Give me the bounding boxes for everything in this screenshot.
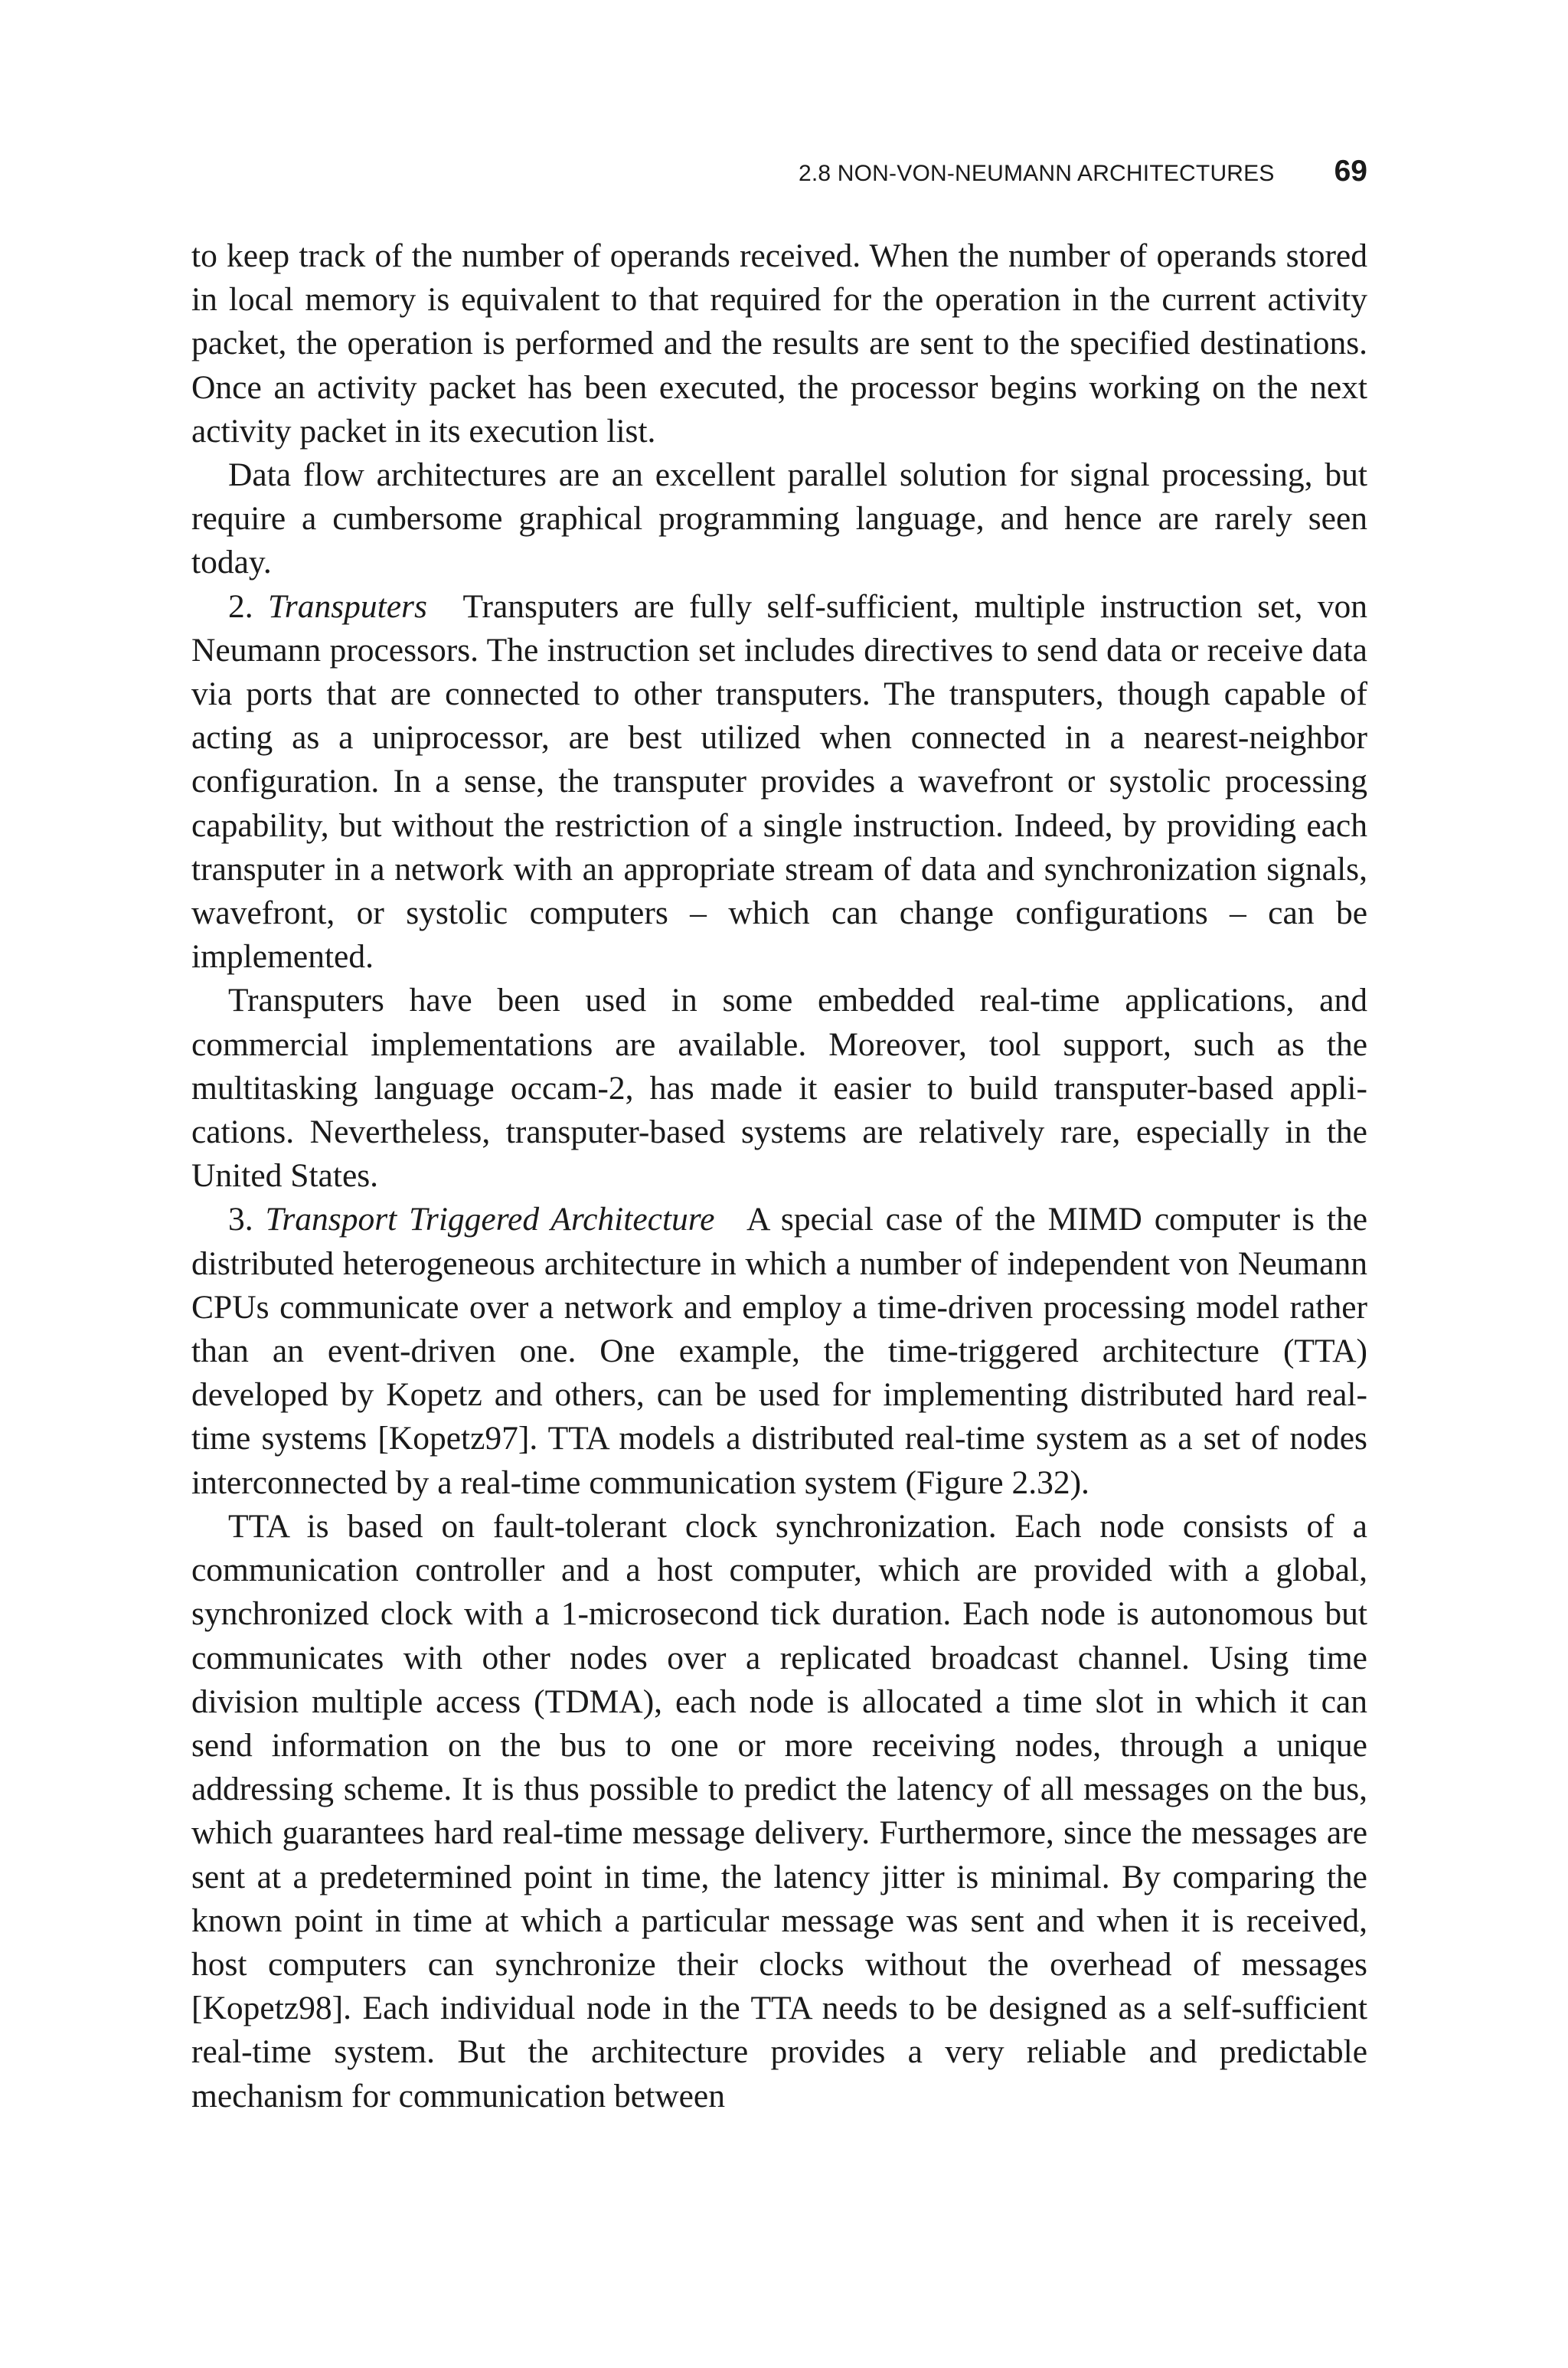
transputers-number: 2.	[228, 587, 253, 625]
section-title: 2.8 NON-VON-NEUMANN ARCHITECTURES	[798, 161, 1275, 186]
tta-heading: Transport Triggered Architecture	[265, 1201, 715, 1238]
transputers-heading: Transputers	[267, 587, 427, 625]
tta-text: A special case of the MIMD computer is the distributed heterogeneous architecture in which a number of independent von Neumann CPUs communicate over a network and employ a time-driven processing model rather than an event-driven one. One example, the time-triggered architecture (TTA) developed by Kopetz and others, can be used for implementing distributed hard real-time systems [Kopetz97]. TTA models a distributed real-time system as a set of nodes interconnected by a real-time communication system (Figure 2.32).	[191, 1201, 1368, 1501]
page-number: 69	[1334, 155, 1367, 188]
paragraph-transputer-use: Transputers have been used in some embedded real-time applications, and commercial implementations are available. Moreover, tool support, such as the multitasking language occam-2, has made it easier to build transputer-based applications. Nevertheless, transputer-based systems are relatively rare, especially in the United States.	[191, 982, 1367, 1195]
paragraph-activity-packet: to keep track of the number of operands received. When the number of operands stored in local memory is equivalent to that required for the operation in the current activity packet, the operation is performed and the results are sent to the specified destinations. Once an activity packet has been executed, the processor begins working on the next activity packet in its execution list.	[191, 237, 1367, 450]
paragraph-transputers	[191, 585, 1367, 980]
paragraph-data-flow: Data flow architectures are an excellent parallel solution for signal processing, but require a cumbersome graphical programming language, and hence are rarely seen today.	[191, 456, 1367, 581]
tta-number: 3.	[228, 1201, 253, 1238]
running-head	[191, 155, 1367, 193]
transputers-text: Transputers are fully self-sufficient, multiple instruction set, von Neumann processors. The instruction set includes directives to send data or receive data via ports that are connected to other transputers. The transputers, though capable of acting as a uniprocessor, are best utilized when connected in a nearest-neighbor configuration. In a sense, the transputer provides a wavefront or systolic processing capability, but without the restriction of a single instruction. Indeed, by providing each transputer in a network with an appropriate stream of data and synchronization signals, wavefront, or systolic computers – which can change configurations – can be implemented.	[191, 587, 1368, 976]
body-text	[191, 234, 1367, 2118]
paragraph-tta	[191, 1198, 1367, 1504]
paragraph-tta-clock: TTA is based on fault-tolerant clock synchronization. Each node consists of a communication controller and a host computer, which are provided with a global, synchronized clock with a 1-microsecond tick duration. Each node is autonomous but communicates with other nodes over a replicated broadcast channel. Using time division multiple access (TDMA), each node is allocated a time slot in which it can send information on the bus to one or more receiving nodes, through a unique addressing scheme. It is thus possible to predict the latency of all messages on the bus, which guarantees hard real-time message delivery. Furthermore, since the messages are sent at a predetermined point in time, the latency jitter is minimal. By comparing the known point in time at which a particular message was sent and when it is received, host computers can synchronize their clocks without the overhead of messages [Kopetz98]. Each individual node in the TTA needs to be designed as a self-sufficient real-time system. But the architecture provides a very reliable and predictable mechanism for communication between	[191, 1507, 1367, 2115]
